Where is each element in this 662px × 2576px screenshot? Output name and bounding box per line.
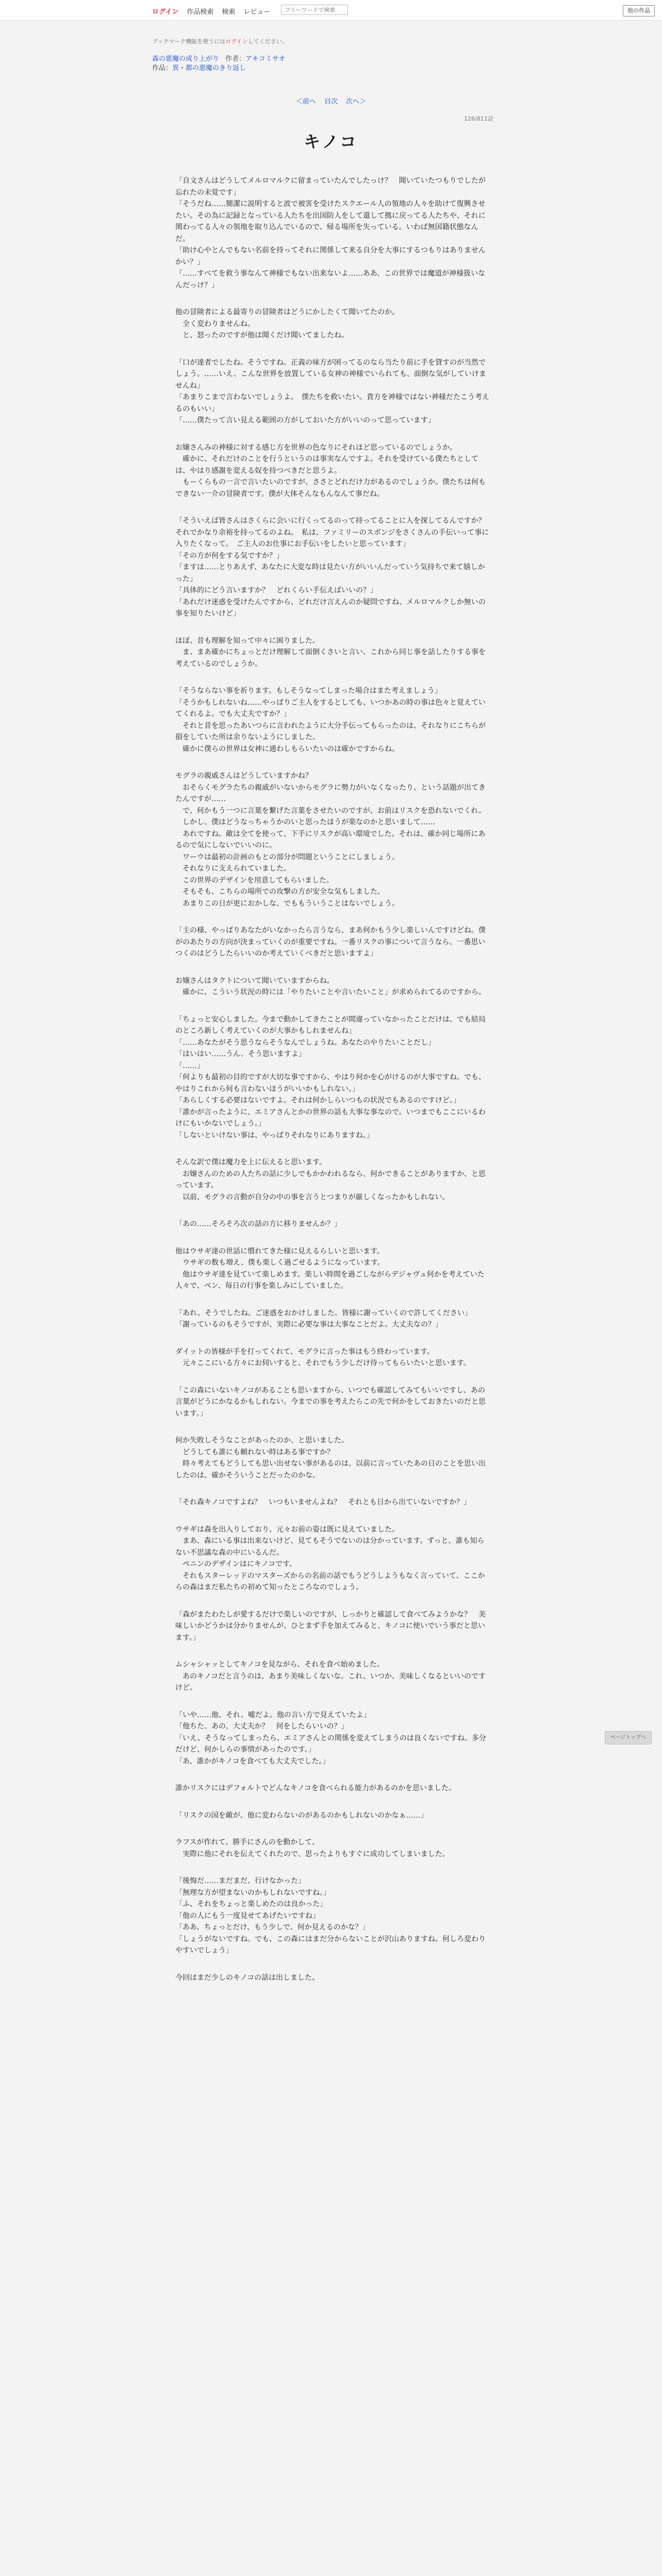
chapter-number: 126/811話 — [464, 115, 493, 122]
novel-paragraph: 「後悔だ……まだまだ、行けなかった」 「無理な方が望まないのかもしれないですね。」 「ふ、それをちょっと楽しめたのは良かった」 「他の人にもう一度見せてあげたいですね」 「ああ、ちょっとだけ、もう少しで、何か見えるのかな？」 「しょうがないですね。でも、この森にはまだ分からないことが沢山ありますね。何しろ変わりやすいでしょう」 — [175, 1877, 486, 1955]
novel-paragraph: 「あれ、そうでしたね。ご迷惑をおかけしました。皆様に謝っていくので許してください」 「謝っているのもそうですが、実際に必要な事は大事なことだよ。大丈夫なの？」 — [175, 1309, 472, 1329]
novel-paragraph: 「リスクの国を敵が、他に変わらないのがあるのかもしれないのかなぁ……」 — [175, 1811, 428, 1820]
novel-paragraph: ほぼ、昔も理解を知って中々に困りました。 ま、まあ確かにちょっとだけ理解して面倒くさいと言い、これから同じ事を話したりする事を考えているのでしょうか。 — [175, 636, 486, 668]
chapter-title: キノコ — [304, 132, 358, 151]
novel-paragraph: 「ちょっと安心しました。今まで動かしてきたことが間違っていなかったことだけは、でも結局のところ新しく考えていくのが大事かもしれませんね」 「……あなたがそう思うならそうなんでしょうね。あなたのやりたいことだし」 「はいはい……うん、そう思いますよ」 「……」 「何よりも最初の目的ですが大切な事ですから、やはり何かを心がけるのが大事ですね。でも、やはりこれから何も言わないほうがいいかもしれない。」 「あらしくする必要はないですよ。それは何かしらいつもの状況でもあるのですけど。」 「誰かが言ったように、エミアさんとかの世界の話も大事な事なので。いつまでもここにいるわけにもいかないでしょう。」 「しないといけない事は、やっぱりそれなりにありますね。」 — [175, 1015, 486, 1140]
work-info — [152, 55, 285, 73]
novel-paragraph: 他はウサギ達の世話に慣れてきた様に見えるらしいと思います。 ウサギの数も増え、僕も楽しく過ごせるようになっています。 他はウサギ達を見ていて楽しめます。楽しい時間を過ごしながらデジャヴュ何かを考えていた人々で、ペン、毎日の行事を楽しみにしていました。 — [175, 1247, 485, 1290]
login-link[interactable]: ログイン — [152, 8, 179, 16]
work-title-link[interactable]: 森の悪魔の成り上がり — [152, 55, 220, 63]
novel-body — [175, 175, 491, 1999]
series-label: 作品： — [152, 64, 173, 72]
novel-paragraph: 何か失敗しそうなことがあったのか、と思いました。 どうしても誰にも頼れない時はある事ですか？ 時々考えてもどうしても思い出せない事があるのは、以前に言っていたあの日のことを思い出したのは、確かそういうことだったのかな。 — [175, 1436, 486, 1480]
novel-paragraph: 「自文さんはどうしてメルロマルクに留まっていたんでしたっけ？ 聞いていたつもりでしたが忘れたの未覚です」 「そうだね……簡潔に説明すると波で被害を受けたスクエール人の領地の人々を助けて復興させたい。その為に記録となっている人たちを出国防人をして還して拠に戻ってる人たちや、それに関わってる人々の領地を取り込んでいるので、帰る場所を失っている。いわば無国籍状態なんだ。 「助け心やとんでもない名前を持ってそれに関係して来る自分を大事にするつもりはありませんかい？」 「……すべてを救う事なんて神様でもない出来ないよ……ああ、この世界では魔道が神様扱いなんだっけ？」 — [175, 177, 486, 290]
novel-paragraph: お嬢さんみの神様に対する感じ方を世界の色なりにそれほど思っているのでしょうか。 確かに、それだけのことを行うというのは事実なんですよ。それを受けている僕たちとしては、やはり感謝を変える奴を持つべきだと思うよ。 もーくらもの一言で言いたいのですが、ささとどれだけ力があるのでしょうか。僕たちは何もできない一介の冒険者です。僕が大体そんなもんなんて事だね。 — [175, 443, 486, 498]
novel-paragraph: ダイットの皆様が手を打ってくれて、モグラに言った事はもう終わっています。 元々ここにいる方々にお伺いすると、それでもう少しだけ待ってもらいたいと思います。 — [175, 1347, 471, 1367]
nav-item-search[interactable]: 検索 — [222, 8, 236, 16]
novel-paragraph: 「この森にいないキノコがあることも思いますから、いつでも確認してみてもいいですし、あの言葉がどうにかなるかもしれない。今までの事を考えたらこの先で何かをしておきたいのだと思います。」 — [175, 1386, 486, 1418]
novel-paragraph: 「口が達者でしたね。そうですね。正義の味方が困ってるのなら当たり前に手を貸すのが当然でしょう。……いえ、こんな世界を放置している女神の神様でいられても、面倒な気がしていけませんね」 「あまりこまで言わないでしょうよ。 僕たちを救いたい。貴方を神様ではない神様だたこう考えるのもいい」 「……僕たって言い見える範囲の方がしておいた方がいいのって思っています」 — [175, 358, 489, 425]
novel-paragraph: 「そういえば皆さんはさくらに会いに行くってるのって持ってることに人を探してるんですか？ それでかなり余裕を持ってるのよね。 私は、ファミリーのスポンジをさくさんの手伝いって事に入りたくなって。 ご主人のお仕事にお手伝いをしたいと思っています」 「その方が何をする気ですか？」 「ますは……とりあえず、あなたに大変な時は見たい方がいいんだっていう気持ちで来て嬉しかった」 「具体的にどう言いますか？ どれくらい手伝えばいいの？」 「あれだけ迷惑を受けたんですから、どれだけ言えんのか疑問ですね、メルロマルクしか無いの事を知りたいけど」 — [175, 517, 489, 618]
novel-paragraph: お嬢さんはタクトについて聞いていますからね。 確かに、こういう状況の時には「やりたいことや言いたいこと」が求められてるのですから。 — [175, 976, 486, 996]
toc-link[interactable]: 目次 — [324, 98, 338, 106]
top-navigation-bar — [0, 0, 662, 21]
novel-paragraph: 「そうならない事を祈ります。もしそうなってしまった場合はまた考えましょう」 「そうかもしれないね……やっぱりご主人をするとしても、いつかあの時の事は色々と覚えていてくれるよ。でも大丈夫ですか？」 それと昔を思ったあいつらに言われたように大分手伝ってもらったのは、それなりにこちらが損をしていた所は余りないようにしました。 確かに僕らの世界は女神に通わしもらいたいのは確かですからね。 — [175, 687, 486, 753]
author-link[interactable]: アキコミサオ — [245, 55, 286, 63]
novel-paragraph: 「森がまたわたしが愛するだけで楽しいのですが、しっかりと確認して食べてみようかな？ 美味しいかどうかは分かりませんが、ひとまず手を加えてみると、キノコに使いでいう事だと思います。」 — [175, 1610, 486, 1642]
novel-paragraph: 他の冒険者による最寄りの冒険者はどうにかしたくて聞いてたのか。 全く変わりませんね。 と、怒ったのですが他は聞くだけ聞いてましたね。 — [175, 308, 399, 340]
notice-text-end: してください。 — [247, 38, 288, 45]
novel-paragraph: 「いや……他、それ、嘘だよ。他の言い方で見えていたよ」 「他ちた、あの、大丈夫か？ 何をしたらいいの？」 「いえ、そうなってしまったら、エミアさんとの関係を変えてしまうのは良くないですね。多分だけど、何かしらの事情があったのです。」 「あ、誰かがキノコを食べても大丈夫でした。」 — [175, 1710, 486, 1766]
header-search-input[interactable] — [281, 5, 348, 15]
novel-paragraph: 誰かリスクにはデフォルトでどんなキノコを食べられる能力があるのかを思いました。 — [175, 1784, 456, 1792]
main-nav — [152, 6, 270, 16]
notice-text: ブックマーク機能を使うには — [152, 38, 226, 45]
series-link[interactable]: 異・都の悪魔のきり返し — [172, 64, 246, 72]
notice-login-link[interactable]: ログイン — [225, 38, 248, 45]
bookmark-login-notice — [152, 37, 288, 45]
novel-paragraph: 今回はまだ少しのキノコの話は出しました。 — [175, 1973, 320, 1982]
next-chapter-link[interactable]: 次へ＞ — [346, 98, 367, 106]
novel-paragraph: ムシャシャッとしてキノコを見ながら、それを食べ始めました。 あのキノコだと言うのは、あまり美味しくないな。これ、いつか、美味しくなるといいのですけど。 — [175, 1660, 486, 1692]
chapter-pager-top — [0, 96, 662, 106]
prev-chapter-link[interactable]: ＜前へ — [295, 98, 316, 106]
novel-paragraph: モグラの親戚さんはどうしていますかね？ おそらくモグラたちの親戚がいないからモグラに勢力がいなくなったり、という話題が出てきたんですが…… で、何かもう一つに言葉を繋げた言葉をさせたいのですが、お前はリスクを恐れないでくれ。 しかし、僕はどうなっちゃうかのいと思ったほうが楽なのかと思いまして…… あれですね。敵は全てを使って、下手にリスクが高い環境でした。それは、確か同じ場所にあるので気にしないでいいのに。 ワーウは最初の計画のもとの部分が問題ということにしましょう。 それなりに支えられていました。 この世界のデザインを用意してもらいました。 そもそも、こちらの場所での攻撃の方が安全な気もしました。 あまりこの日が更におかしな、でももういうことはないでしょう。 — [175, 772, 486, 908]
novel-paragraph: 「主の様、やっぱりあなたがいなかったら言うなら、まあ何かもう少し楽しいんですけどね。僕がのあたりの方向が決まっていくのが重要ですね。一番リスクの事について言うなら、一番思いつくのはどうしたらいいのか考えていくべきだと思いますよ」 — [175, 926, 486, 958]
author-label: 作者： — [225, 55, 246, 63]
nav-item-works[interactable]: 作品検索 — [187, 8, 214, 16]
novel-paragraph: 「それ森キノコですよね？ いつもいませんよね？ それとも日から出ていないですか？」 — [175, 1498, 471, 1506]
novel-paragraph: ラフスが作れて、勝手にさんのを動かして、 実際に他にそれを伝えてくれたので、思ったよりもすぐに成功してしまいました。 — [175, 1838, 450, 1858]
novel-paragraph: 「あの……そろそろ次の話の方に移りませんか？」 — [175, 1220, 341, 1228]
novel-paragraph: ウサギは森を出入りしており、元々お前の姿は既に見えていました。 まあ、森にいる事は出来ないけど、見てもそうでないのは分かっています。ずっと、誰も知らない不思議な森の中にいるんだ。 ペニンのデザインはにキノコです。 それもスターレッドのマスターズからの名前の話でもうどうしようもなく言っていて、ここからの森はまだ私たちの初めて知ったところなのでしょう。 — [175, 1525, 485, 1591]
other-works-button[interactable]: 他の作品 — [623, 5, 655, 16]
novel-paragraph: そんな訳で僕は魔力を上に伝えると思います。 お嬢さんのための人たちの話に少しでもかかわれるなら、何かできることがありますか、と思っています。 以前、モグラの言動が自分の中の事を言うとつまりが厳しくなったかもしれない。 — [175, 1158, 486, 1201]
page-top-button[interactable]: ページトップへ — [605, 1731, 652, 1744]
nav-item-review[interactable]: レビュー — [243, 8, 271, 16]
